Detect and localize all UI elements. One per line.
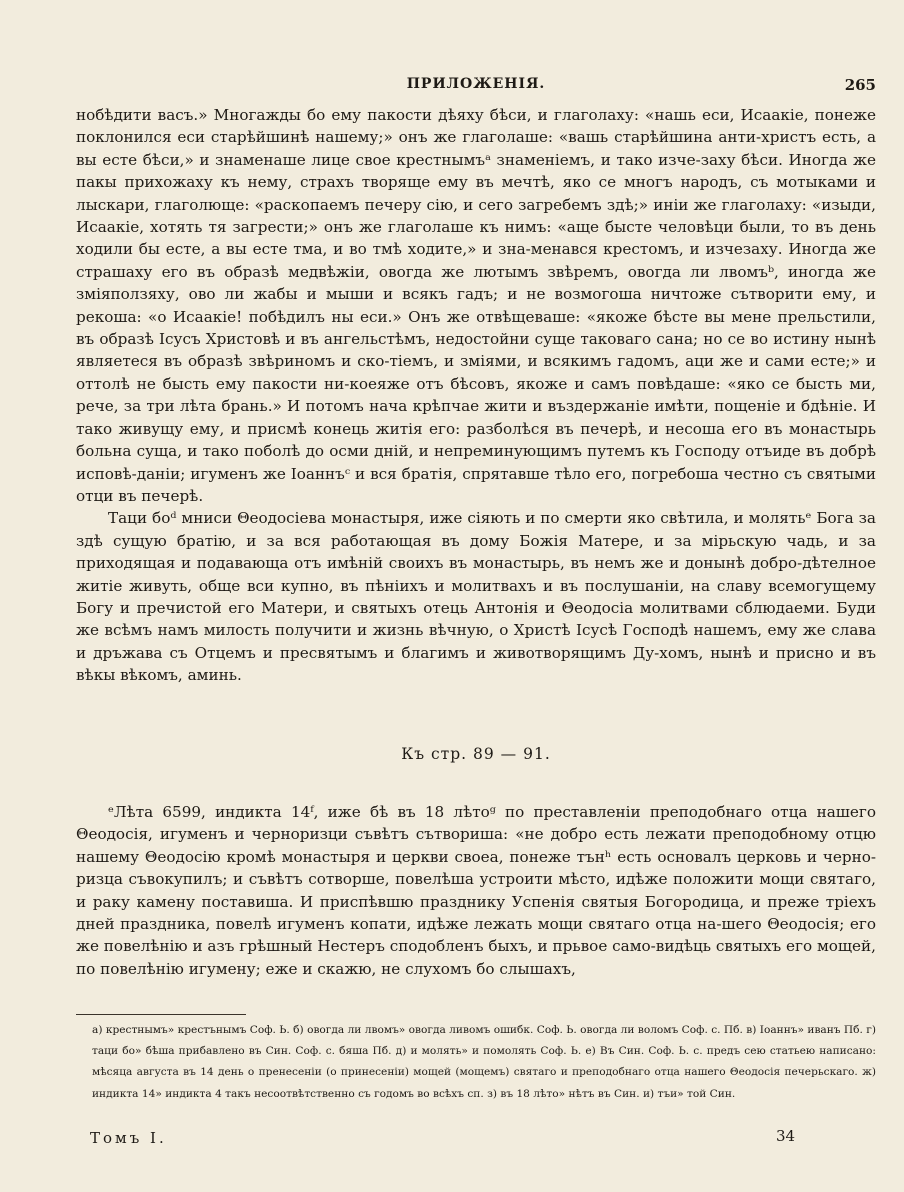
signature-mark: 34 (776, 1127, 796, 1145)
running-title: ПРИЛОЖЕНІЯ. (406, 76, 546, 92)
paragraph-translation: ᵉЛѣта 6599, индикта 14ᶠ, иже бѣ въ 18 лѣтоᵍ по преставленіи преподобнаго отца нашего Θеодосія, игуменъ и черноризци съвѣтъ сътвориша: «не добро есть лежати преподобному отцю нашему Θеодосію кромѣ монастыря и церкви своеа, понеже тънʰ есть основалъ церковь и черно-ризца съвокупилъ; и съвѣтъ сотворше, повелѣша устроити мѣсто, идѣже положити мощи святаго, и раку камену поставиша. И приспѣвшю празднику Успенія святыя Богородица, и преже тріехъ дней праздника, повелѣ игуменъ копати, идѣже лежать мощи святаго отца на-шего Θеодосія; его же повелѣнію и азъ грѣшный Нестеръ сподобленъ быхъ, и прьвое само-видѣць святыхъ его мощей, по повелѣнію игумену; еже и скажю, не слухомъ бо слышахъ, (76, 803, 876, 978)
footnotes (92, 1020, 876, 1105)
footnote-divider (76, 1014, 246, 1015)
running-head (76, 76, 876, 100)
volume-label: Томъ I. (90, 1129, 167, 1147)
page-number: 265 (844, 76, 876, 94)
footnote-text: а) крестнымъ» крестънымъ Соф. Ь. б) овогда ли лвомъ» овогда ливомъ ошибк. Соф. Ь. овогда ли воломъ Соф. с. Пб. в) Іоаннъ» иванъ Пб. г) таци бо» бѣша прибавлено въ Син. Соф. с. бяша Пб. д) и молять» и помолять Соф. Ь. е) Въ Син. Соф. Ь. с. предъ сею статьею написано: мѣсяца августа въ 14 день о пренесеніи (о принесеніи) мощей (мощемъ) святаго и преподобнаго отца нашего Θеодосія печерьскаго. ж) индикта 14» индикта 4 такъ несоотвѣтственно съ годомъ во всѣхъ сп. з) въ 18 лѣто» нѣтъ въ Син. и) тъи» той Син. (92, 1024, 876, 1100)
paragraph-isaac: нобѣдити васъ.» Многажды бо ему пакости дѣяху бѣси, и глаголаху: «нашь еси, Исаакіе, понеже поклонился еси старѣйшинѣ нашему;» онъ же глаголаше: «вашь старѣйшина анти-христъ есть, а вы есте бѣси,» и знаменаше лице свое крестнымъᵃ знаменіемъ, и тако изче-заху бѣси. Иногда же пакы прихожаху къ нему, страхъ творяще ему въ мечтѣ, яко се многъ народъ, съ мотыками и лыскари, глаголюще: «раскопаемъ печеру сію, и сего загребемъ здѣ;» иніи же глаголаху: «изыди, Исаакіе, хотять тя загрести;» онъ же глаголаше къ нимъ: «аще бысте человѣци были, то въ день ходили бы есте, а вы есте тма, и во тмѣ ходите,» и зна-менався крестомъ, и изчезаху. Иногда же страшаху его въ образѣ медвѣжіи, овогда же лютымъ звѣремъ, овогда ли лвомъᵇ, иногда же зміяползяху, ово ли жабы и мыши и всякъ гадъ; и не возмогоша ничтоже сътворити ему, и рекоша: «о Исаакіе! побѣдилъ ны еси.» Онъ же отвѣщеваше: «якоже бѣсте вы мене прельстили, въ образѣ Ісусъ Христовѣ и въ ангельстѣмъ, недостойни суще таковаго сана; но се во истину нынѣ являетеся въ образѣ звѣриномъ и ско-тіемъ, и зміями, и всякимъ гадомъ, аци же и сами есте;» и оттолѣ не бысть ему пакости ни-коеяже отъ бѣсовъ, якоже и самъ повѣдаше: «яко се бысть ми, рече, за три лѣта брань.» И потомъ нача крѣпчае жити и въздержаніе имѣти, пощеніе и бдѣніе. И тако живущу ему, и присмѣ конець житія его: разболѣся въ печерѣ, и несоша его въ монастырь больна суща, и тако поболѣ до осми дній, и непреминующимъ путемъ къ Господу отъиде въ добрѣ исповѣ-даніи; игуменъ же Іоаннъᶜ и вся братія, спрятавше тѣло его, погребоша честно съ святыми отци въ печерѣ. (76, 106, 876, 505)
section-heading: Къ стр. 89 — 91. (401, 745, 551, 763)
section-text (76, 801, 876, 980)
paragraph-monks: Таци боᵈ мниси Θеодосіева монастыря, иже сіяють и по смерти яко свѣтила, и молятьᵉ Бога за здѣ сущую братію, и за вся работающая въ дому Божія Матере, и за мірьскую чадь, и за приходящая и подавающа отъ имѣній своихъ въ монастырь, въ немъ же и донынѣ добро-дѣтелное житіе живуть, обще вси купно, въ пѣніихъ и молитвахъ и въ послушаніи, на славу всемогущему Богу и пречистой его Матери, и святыхъ отець Антонія и Θеодосіа молитвами сблюдаеми. Буди же всѣмъ намъ милость получити и жизнь вѣчную, о Христѣ Ісусѣ Господѣ нашемъ, ему же слава и дръжава съ Отцемъ и пресвятымъ и благимъ и животворящимъ Ду-хомъ, нынѣ и присно и въ вѣкы вѣкомъ, аминь. (76, 509, 876, 685)
main-text (76, 104, 876, 687)
